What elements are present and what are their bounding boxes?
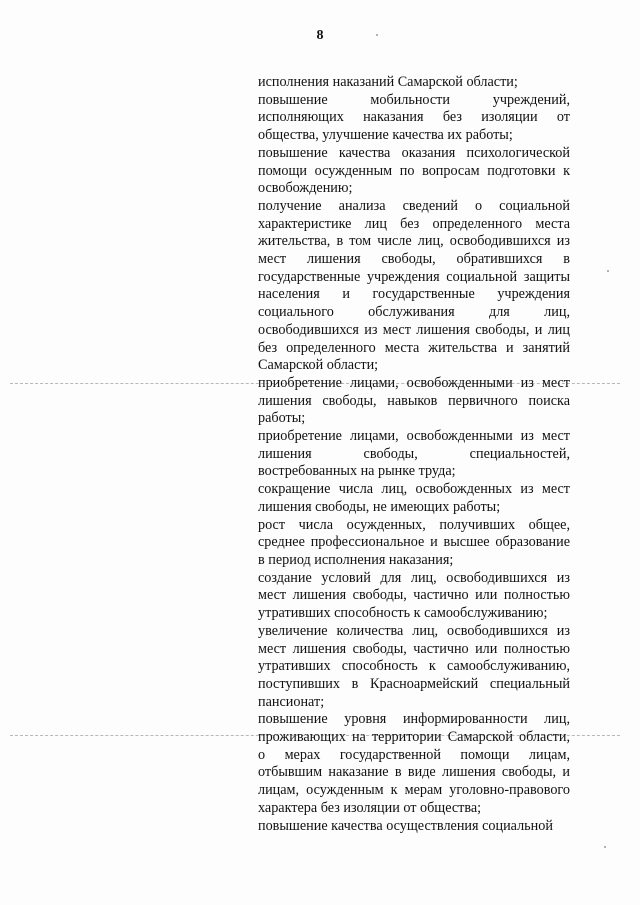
paragraph: повышение качества осуществления социальной <box>258 817 553 834</box>
body-text <box>258 74 570 835</box>
paragraph: повышение качества оказания психологической помощи осужденным по вопросам подготовки к освобождению; <box>258 144 570 197</box>
paragraph: приобретение лицами, освобожденными из мест лишения свободы, специальностей, востребованных на рынке труда; <box>258 428 570 480</box>
scan-speck <box>376 34 378 36</box>
page-number: 8 <box>316 28 324 43</box>
paragraph: получение анализа сведений о социальной характеристике лиц без определенного места жительства, в том числе лиц, освободившихся из мест лишения свободы, обратившихся в государственные учреждения социальной защиты населения и государственные учреждения социального обслуживания для лиц, освободившихся из мест лишения свободы, и лиц без определенного места жительства и занятий Самарской области; <box>258 197 570 374</box>
paragraph: создание условий для лиц, освободившихся из мест лишения свободы, частично или полностью утративших способность к самообслуживанию; <box>258 569 570 622</box>
paragraph: повышение мобильности учреждений, исполняющих наказания без изоляции от общества, улучшение качества их работы; <box>258 91 570 144</box>
paragraph: исполнения наказаний Самарской области; <box>258 74 518 90</box>
scan-speck <box>604 846 606 848</box>
paragraph: рост числа осужденных, получивших общее, среднее профессиональное и высшее образование в период исполнения наказания; <box>258 516 570 568</box>
scan-speck <box>607 270 609 272</box>
paragraph: повышение уровня информированности лиц, проживающих на территории Самарской области, о мерах государственной помощи лицам, отбывшим наказание в виде лишения свободы, и лицам, осужденным к мерам уголовно-правового характера без изоляции от общества; <box>258 711 570 816</box>
paragraph: приобретение лицами, освобожденными из мест лишения свободы, навыков первичного поиска работы; <box>258 374 570 427</box>
paragraph: увеличение количества лиц, освободившихся из мест лишения свободы, частично или полностью утративших способность к самообслуживанию, поступивших в Красноармейский специальный пансионат; <box>258 622 570 710</box>
paragraph: сокращение числа лиц, освобожденных из мест лишения свободы, не имеющих работы; <box>258 481 570 515</box>
